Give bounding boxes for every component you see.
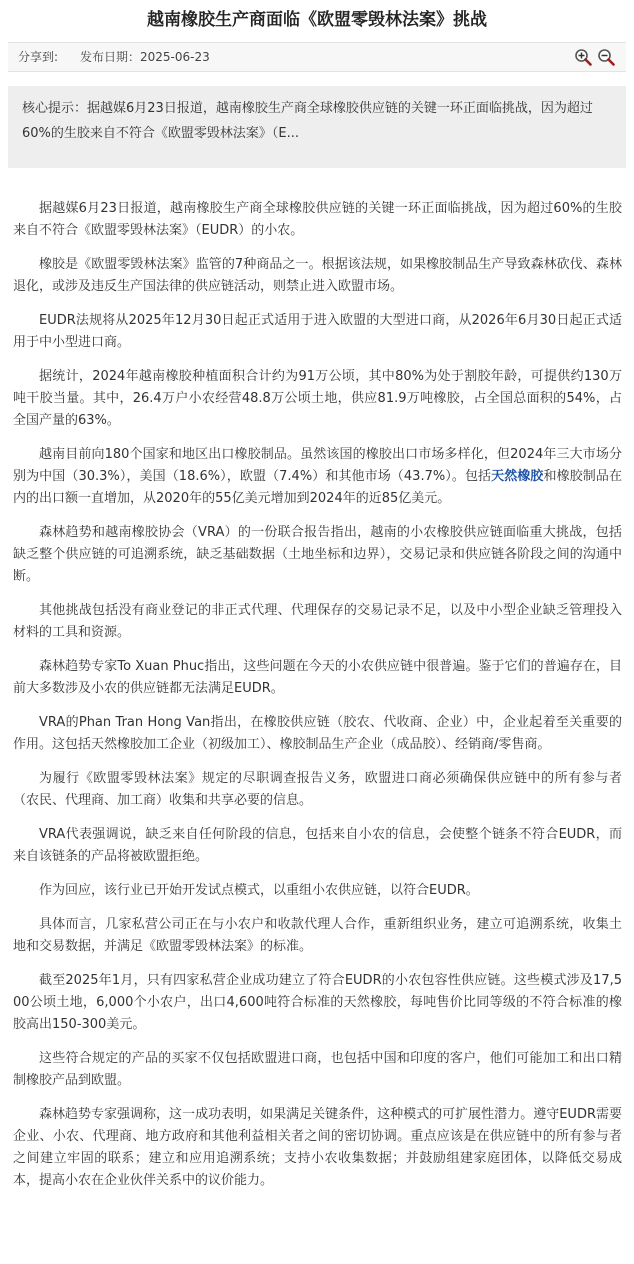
paragraph-2: 橡胶是《欧盟零毁林法案》监管的7种商品之一。根据该法规，如果橡胶制品生产导致森林砍伐、森林退化，或涉及违反生产国法律的供应链活动，则禁止进入欧盟市场。 [13, 257, 622, 294]
article-body [0, 168, 634, 1192]
share-label[interactable]: 分享到: [18, 50, 59, 64]
paragraph-3: EUDR法规将从2025年12月30日起正式适用于进入欧盟的大型进口商，从2026年6月30日起正式适用于中小型进口商。 [13, 313, 622, 350]
paragraph-6: 森林趋势和越南橡胶协会（VRA）的一份联合报告指出，越南的小农橡胶供应链面临重大挑战，包括缺乏整个供应链的可追溯系统，缺乏基础数据（土地坐标和边界），交易记录和供应链各阶段之间的沟通中断。 [13, 525, 622, 584]
paragraph-11: VRA代表强调说，缺乏来自任何阶段的信息，包括来自小农的信息，会使整个链条不符合EUDR，而来自该链条的产品将被欧盟拒绝。 [13, 827, 622, 864]
paragraph-14: 截至2025年1月，只有四家私营企业成功建立了符合EUDR的小农包容性供应链。这些模式涉及17,500公顷土地，6,000个小农户，出口4,600吨符合标准的天然橡胶，每吨售价比同等级的不符合标准的橡胶高出150-300美元。 [13, 973, 622, 1032]
paragraph-5-text-after: 和橡胶制品在内的出口额一直增加，从2020年的55亿美元增加到2024年的近85亿美元。 [13, 469, 622, 506]
zoom-in-icon[interactable] [574, 48, 592, 66]
paragraph-1: 据越媒6月23日报道，越南橡胶生产商全球橡胶供应链的关键一环正面临挑战，因为超过60%的生胶来自不符合《欧盟零毁林法案》（EUDR）的小农。 [13, 201, 622, 238]
keyword-link-natural-rubber[interactable]: 天然橡胶 [491, 469, 544, 484]
paragraph-13: 具体而言，几家私营公司正在与小农户和收款代理人合作，重新组织业务，建立可追溯系统，收集土地和交易数据，并满足《欧盟零毁林法案》的标准。 [13, 917, 622, 954]
article-title: 越南橡胶生产商面临《欧盟零毁林法案》挑战 [147, 10, 487, 30]
paragraph-7: 其他挑战包括没有商业登记的非正式代理、代理保存的交易记录不足，以及中小型企业缺乏管理投入材料的工具和资源。 [13, 603, 622, 640]
zoom-out-icon[interactable] [597, 48, 615, 66]
paragraph-12: 作为回应，该行业已开始开发试点模式，以重组小农供应链，以符合EUDR。 [39, 883, 479, 898]
paragraph-4: 据统计，2024年越南橡胶种植面积合计约为91万公顷，其中80%为处于割胶年龄，可提供约130万吨干胶当量。其中，26.4万户小农经营48.8万公顷土地，供应81.9万吨橡胶，占全国总面积的54%，占全国产量的63%。 [13, 369, 622, 428]
paragraph-9: VRA的Phan Tran Hong Van指出，在橡胶供应链（胶农、代收商、企业）中，企业起着至关重要的作用。这包括天然橡胶加工企业（初级加工）、橡胶制品生产企业（成品胶）、经销商/零售商。 [13, 715, 622, 752]
paragraph-8: 森林趋势专家To Xuan Phuc指出，这些问题在今天的小农供应链中很普遍。鉴于它们的普遍存在，目前大多数涉及小农的供应链都无法满足EUDR。 [13, 659, 622, 696]
paragraph-5 [13, 444, 622, 510]
article-meta-bar [8, 42, 626, 72]
paragraph-15: 这些符合规定的产品的买家不仅包括欧盟进口商，也包括中国和印度的客户，他们可能加工和出口精制橡胶产品到欧盟。 [13, 1051, 622, 1088]
publish-date: 发布日期：2025-06-23 [80, 50, 210, 64]
paragraph-10: 为履行《欧盟零毁林法案》规定的尽职调查报告义务，欧盟进口商必须确保供应链中的所有参与者（农民、代理商、加工商）收集和共享必要的信息。 [13, 771, 622, 808]
paragraph-5-text-before: 越南目前向180个国家和地区出口橡胶制品。虽然该国的橡胶出口市场多样化，但2024年三大市场分别为中国（30.3%），美国（18.6%），欧盟（7.4%）和其他市场（43.7%）。包括 [13, 447, 622, 484]
summary-box: 核心提示：据越媒6月23日报道，越南橡胶生产商全球橡胶供应链的关键一环正面临挑战，因为超过60%的生胶来自不符合《欧盟零毁林法案》（E... [8, 86, 626, 168]
paragraph-16: 森林趋势专家强调称，这一成功表明，如果满足关键条件，这种模式的可扩展性潜力。遵守EUDR需要企业、小农、代理商、地方政府和其他利益相关者之间的密切协调。重点应该是在供应链中的所有参与者之间建立牢固的联系；建立和应用追溯系统；支持小农收集数据；并鼓励组建家庭团体，以降低交易成本，提高小农在企业伙伴关系中的议价能力。 [13, 1107, 622, 1188]
